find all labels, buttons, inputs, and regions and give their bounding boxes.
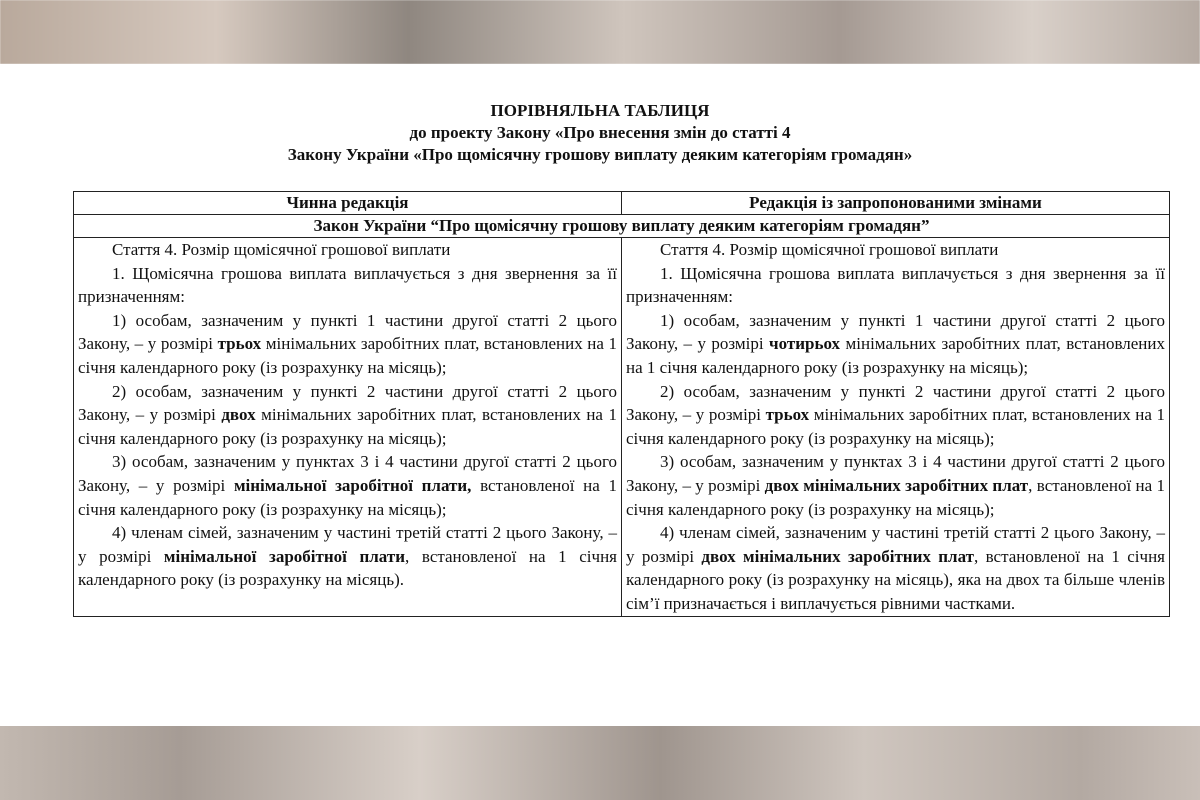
comparison-table <box>73 191 1170 617</box>
header-proposed-version: Редакція із запропонованими змінами <box>622 192 1170 215</box>
proposed-item-1-text: 1) особам, зазначеним у пункті 1 частини другої статті 2 цього Закону, – у розмірі <box>626 310 1165 354</box>
current-item-1-text: 1) особам, зазначеним у пункті 1 частини другої статті 2 цього Закону, – у розмірі <box>78 310 617 354</box>
proposed-item-2-amount: трьох <box>765 405 810 425</box>
proposed-item-3 <box>626 450 1165 521</box>
current-item-2-amount: двох <box>221 405 256 425</box>
current-article-heading: Стаття 4. Розмір щомісячної грошової виплати <box>112 240 451 259</box>
title-line-2: до проекту Закону «Про внесення змін до статті 4 <box>409 123 791 142</box>
current-paragraph-1: 1. Щомісячна грошова виплата виплачується з дня звернення за її призначенням: <box>78 263 617 307</box>
proposed-item-4-text: 4) членам сімей, зазначеним у частині третій статті 2 цього Закону, – у розмірі <box>626 523 1165 566</box>
proposed-version-cell <box>622 238 1170 617</box>
proposed-item-2-tail: мінімальних заробітних плат, встановлених на 1 січня календарного року (із розрахунку на місяць); <box>626 405 1165 448</box>
proposed-item-3-tail: , встановленої на 1 січня календарного року (із розрахунку на місяць); <box>626 475 1165 519</box>
blurred-background-bottom <box>0 726 1200 800</box>
document-page <box>0 64 1200 726</box>
proposed-item-1 <box>626 309 1165 380</box>
current-item-1-tail: мінімальних заробітних плат, встановлених на 1 січня календарного року (із розрахунку на місяць); <box>78 334 617 377</box>
current-item-4 <box>78 521 617 592</box>
current-item-3 <box>78 450 617 521</box>
current-item-4-tail: , встановленої на 1 січня календарного року (із розрахунку на місяць). <box>78 546 617 590</box>
proposed-article-heading: Стаття 4. Розмір щомісячної грошової виплати <box>660 240 999 259</box>
proposed-item-1-amount: чотирьох <box>769 334 841 354</box>
proposed-paragraph-1: 1. Щомісячна грошова виплата виплачується з дня звернення за її призначенням: <box>626 263 1165 307</box>
blurred-background-top <box>0 0 1200 64</box>
current-item-4-amount: мінімальної заробітної плати <box>163 546 406 566</box>
current-item-1 <box>78 309 617 380</box>
table-header-row <box>74 192 1170 215</box>
document-title <box>0 100 1200 166</box>
current-item-2-text: 2) особам, зазначеним у пункті 2 частини другої статті 2 цього Закону, – у розмірі <box>78 381 617 425</box>
header-current-version: Чинна редакція <box>74 192 622 215</box>
proposed-item-3-text: 3) особам, зазначеним у пунктах 3 і 4 частини другої статті 2 цього Закону, – у розмірі <box>626 452 1165 495</box>
current-item-3-tail: встановленої на 1 січня календарного року (із розрахунку на місяць); <box>78 475 617 519</box>
proposed-item-2 <box>626 380 1165 451</box>
current-item-2 <box>78 380 617 451</box>
current-item-1-amount: трьох <box>217 334 262 354</box>
proposed-item-1-tail: мінімальних заробітних плат, встановлених на 1 січня календарного року (із розрахунку на місяць); <box>626 334 1165 377</box>
proposed-item-4-amount: двох мінімальних заробітних плат <box>701 546 974 566</box>
current-item-2-tail: мінімальних заробітних плат, встановлених на 1 січня календарного року (із розрахунку на місяць); <box>78 405 617 448</box>
current-item-4-text: 4) членам сімей, зазначеним у частині третій статті 2 цього Закону, – у розмірі <box>78 523 617 566</box>
current-version-cell <box>74 238 622 617</box>
law-title-row <box>74 215 1170 238</box>
table-body-row <box>74 238 1170 617</box>
proposed-item-4-tail: , встановленої на 1 січня календарного року (із розрахунку на місяць), яка на двох та більше членів сім’ї призначається і виплачується рівними частками. <box>626 546 1165 613</box>
current-item-3-text: 3) особам, зазначеним у пунктах 3 і 4 частини другої статті 2 цього Закону, – у розмірі <box>78 452 617 495</box>
proposed-item-3-amount: двох мінімальних заробітних плат <box>764 475 1029 495</box>
title-line-1: ПОРІВНЯЛЬНА ТАБЛИЦЯ <box>490 101 710 120</box>
current-item-3-amount: мінімальної заробітної плати, <box>233 475 472 495</box>
law-title-cell: Закон України “Про щомісячну грошову виплату деяким категоріям громадян” <box>74 215 1170 238</box>
proposed-item-4 <box>626 521 1165 615</box>
proposed-item-2-text: 2) особам, зазначеним у пункті 2 частини другої статті 2 цього Закону, – у розмірі <box>626 381 1165 425</box>
title-line-3: Закону України «Про щомісячну грошову виплату деяким категоріям громадян» <box>287 145 913 164</box>
